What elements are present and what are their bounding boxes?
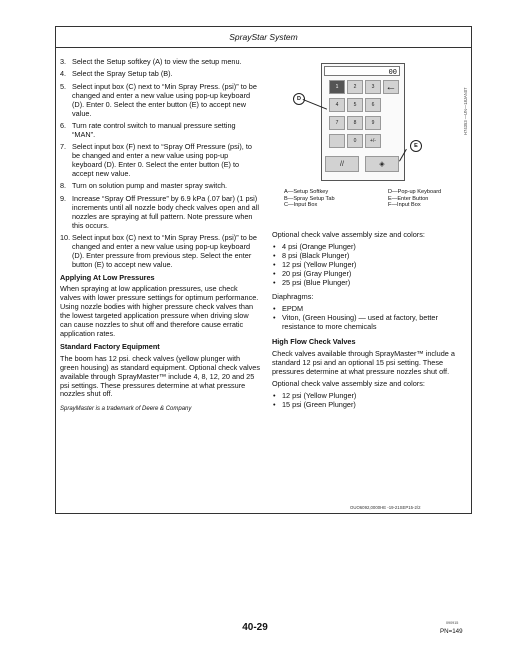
key-7: 7 [329,116,345,130]
page-number: 40-29 [242,622,268,633]
step-7 [60,143,260,179]
left-column [60,58,260,414]
step-4 [60,70,260,79]
high-flow-intro: Optional check valve assembly size and colors: [272,378,425,388]
list-item: • 25 psi (Blue Plunger) [272,279,468,288]
step-10 [60,234,260,270]
step-text: Select input box (C) next to “Min Spray Press. (psi)” to be changed and enter a new value using pop-up keyboard (D). Enter 0. Select the enter button (E) to accept new value. [72,81,257,118]
caption-d: D—Pop-up Keyboard [388,189,442,195]
key-6: 6 [365,98,381,112]
step-number: 6. [60,120,67,130]
list-item: • 12 psi (Yellow Plunger) [272,392,468,401]
list-item: • 12 psi (Yellow Plunger) [272,261,468,270]
footer-pn: PN=149 [440,628,463,635]
step-9 [60,195,260,231]
figure-side-code: H74353 —UN—18JAN07 [463,87,468,135]
reference-code: OUO6092,0000HE -19-21SEP15-2/2 [350,505,421,510]
key-8: 8 [347,116,363,130]
optional-intro: Optional check valve assembly size and colors: [272,230,425,239]
step-text: Turn on solution pump and master spray switch. [72,181,228,191]
key-4: 4 [329,98,345,112]
list-item: • 4 psi (Orange Plunger) [272,243,468,252]
figure-captions [284,189,464,209]
step-text: Select input box (F) next to “Spray Off Pressure (psi), to be changed and enter a new value using pop-up keyboard (D). Enter 0. Select the enter button (E) to accept new value. [72,142,252,178]
header-rule [55,47,472,48]
left-frame-rule [55,26,56,514]
low-pressure-heading: Applying At Low Pressures [60,272,155,282]
key-2: 2 [347,80,363,94]
list-item: • 8 psi (Black Plunger) [272,252,468,261]
right-column [272,231,468,413]
step-number: 7. [60,142,67,152]
list-item: • 15 psi (Green Plunger) [272,401,468,410]
key-blank [329,134,345,148]
high-flow-size-list [272,392,468,410]
caption-f: F—Input Box [388,202,421,209]
step-6 [60,122,260,140]
list-item: • EPDM [272,305,468,314]
step-number: 8. [60,181,67,191]
bottom-rule [55,513,472,514]
cancel-key-icon: // [325,156,359,172]
diaphragm-list [272,305,468,332]
step-8 [60,182,260,191]
popup-keyboard-figure [293,63,423,181]
list-item: • Viton, (Green Housing) — used at factory, better resistance to more chemicals [272,314,468,332]
low-pressure-body: When spraying at low application pressures, use check valves with lower pressure settings for optimum performance. Using nozzle bodies with higher pressure check valves than the lowest targeted application pressure when driving slow can cause nozzles to shut off and therefore cause erratic application rates. [60,284,259,338]
key-3: 3 [365,80,381,94]
step-number: 9. [60,193,67,203]
step-text: Increase “Spray Off Pressure” by 6.9 kPa (.07 bar) (1 psi) increments until all nozzle body check valves open and all nozzles are spraying at full pattern. Note pressure when this occurs. [72,193,259,230]
callout-d: D [293,93,305,105]
step-text: Select input box (C) next to “Min Spray Press. (psi)” to be changed and enter a new value using pop-up keyboard (D). Enter pressure from previous step. Select the enter button (E) to accept new value. [72,232,257,269]
footer-small-code: 090915 [446,621,459,625]
right-frame-rule [471,26,472,514]
step-text: Select the Setup softkey (A) to view the setup menu. [72,57,242,66]
top-rule [55,26,472,27]
step-5 [60,83,260,119]
list-item: • 20 psi (Gray Plunger) [272,270,468,279]
standard-equipment-heading: Standard Factory Equipment [60,341,160,351]
optional-size-list [272,243,468,288]
high-flow-body: Check valves available through SprayMaster™ include a standard 12 psi and an optional 15 psi setting. These pressures determine at what pressure nozzles shut off. [272,348,455,376]
diaphragms-heading: Diaphragms: [272,292,314,302]
key-1: 1 [329,80,345,94]
caption-b: B—Spray Setup Tab [284,195,335,202]
step-number: 4. [60,69,67,79]
step-text: Select the Spray Setup tab (B). [72,69,173,79]
caption-a: A—Setup Softkey [284,189,329,195]
enter-key-icon: ◈ [365,156,399,172]
backspace-key-icon: ← [383,80,399,94]
caption-c: C—Input Box [284,202,318,209]
key-0: 0 [347,134,363,148]
step-number: 3. [60,57,67,66]
standard-equipment-body: The boom has 12 psi. check valves (yellow plunger with green housing) as standard equipment. Optional check valves available through SprayMaster™ include 4, 8, 12, 20 and 25 psi settings. These pressures determine at what pressure nozzles shut off. [60,353,260,399]
step-number: 5. [60,81,67,91]
key-5: 5 [347,98,363,112]
step-number: 10. [60,232,71,242]
key-plus-minus: +/- [365,134,381,148]
page-header-title: SprayStar System [229,32,298,42]
step-3 [60,58,260,67]
key-9: 9 [365,116,381,130]
caption-e: E—Enter Button [388,195,429,202]
high-flow-heading: High Flow Check Valves [272,337,356,347]
keyboard-display: 00 [324,66,400,76]
callout-e: E [410,140,422,152]
step-text: Turn rate control switch to manual pressure setting “MAN”. [72,120,236,139]
trademark-note: SprayMaster is a trademark of Deere & Company [60,406,192,413]
